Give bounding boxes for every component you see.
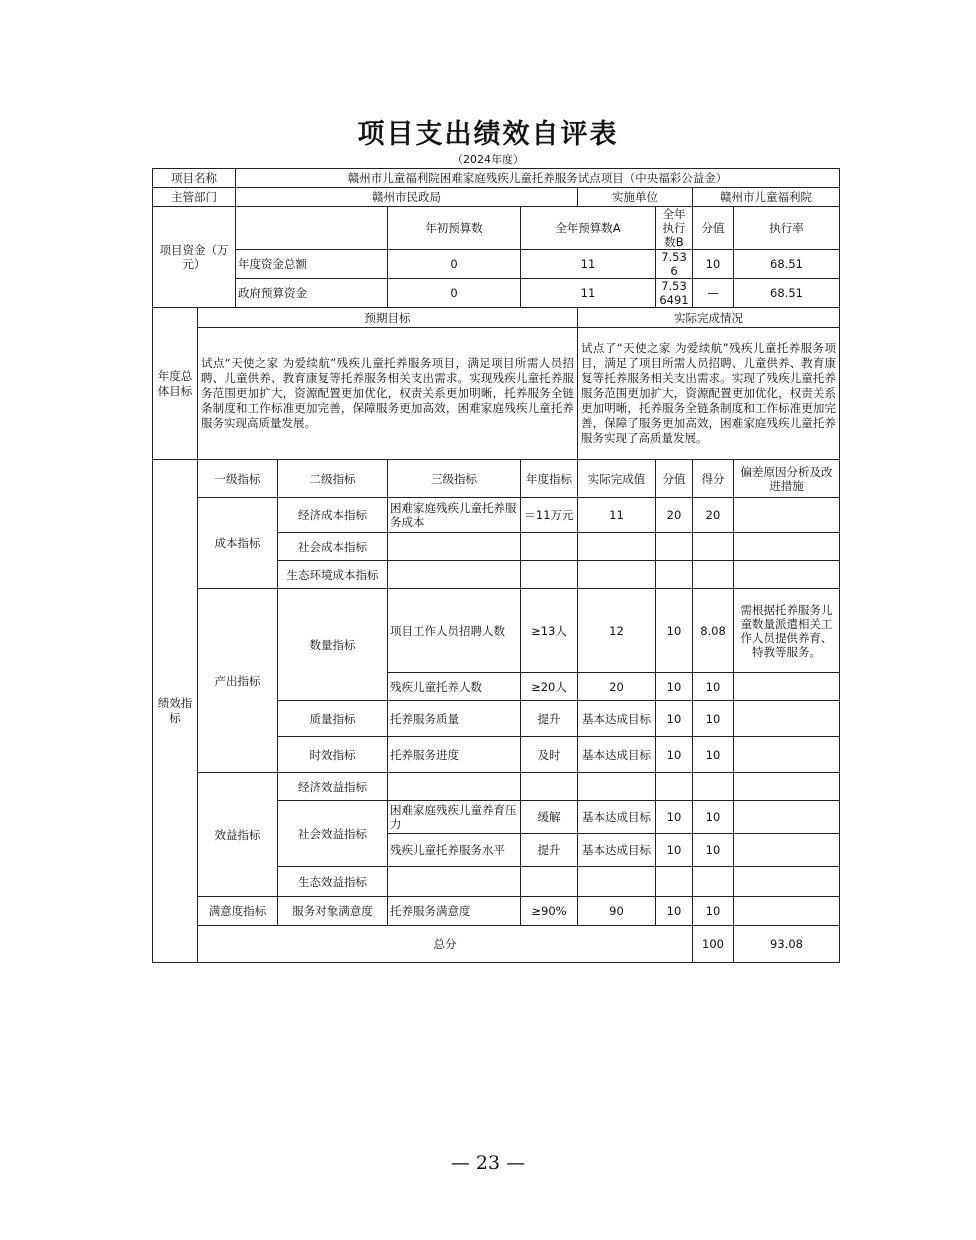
output-qual-l2: 质量指标 — [278, 701, 388, 737]
satisfaction-l2: 服务对象满意度 — [278, 897, 388, 926]
dept-label: 主管部门 — [153, 188, 236, 207]
satisfaction-actual: 90 — [578, 897, 656, 926]
funds-executed: 7.536 — [656, 250, 693, 279]
funds-initial: 0 — [388, 279, 521, 308]
total-value: 100 — [693, 926, 734, 963]
benefit-s1-target: 缓解 — [521, 801, 578, 834]
satisfaction-score: 10 — [693, 897, 734, 926]
output-level1: 产出指标 — [198, 589, 278, 773]
funds-annual: 11 — [521, 279, 656, 308]
expected-goal-text: 试点“天使之家 为爱续航”残疾儿童托养服务项目，满足项目所需人员招聘、儿童供养、教育康复等托养服务相关支出需求。实现残疾儿童托养服务范围更加扩大，资源配置更加优化，权责关系更加明晰，托养服务全链条制度和工作标准更加完善，保障服务更加高效，困难家庭残疾儿童托养服务实现高质量发展。 — [198, 328, 578, 460]
funds-header: 年初预算数 — [388, 207, 521, 250]
output-time-target: 及时 — [521, 737, 578, 773]
funds-label: 项目资金（万元） — [153, 207, 236, 308]
indicator-header: 一级指标 — [198, 460, 278, 498]
benefit-s2-target: 提升 — [521, 834, 578, 867]
output-qty2-target: ≥20人 — [521, 673, 578, 701]
cost-econ-l3: 困难家庭残疾儿童托养服务成本 — [388, 498, 521, 533]
output-qty2-value: 10 — [656, 673, 693, 701]
indicator-header: 年度指标 — [521, 460, 578, 498]
impl-value: 赣州市儿童福利院 — [693, 188, 840, 207]
indicator-header: 得分 — [693, 460, 734, 498]
project-name-label: 项目名称 — [153, 169, 236, 188]
cost-econ-score: 20 — [693, 498, 734, 533]
output-qty1-target: ≥13人 — [521, 589, 578, 673]
satisfaction-value: 10 — [656, 897, 693, 926]
satisfaction-level1: 满意度指标 — [198, 897, 278, 926]
benefit-eco-l2: 生态效益指标 — [278, 867, 388, 897]
cost-eco-l2: 生态环境成本指标 — [278, 561, 388, 589]
indicators-label: 绩效指标 — [153, 460, 198, 963]
funds-row-label: 政府预算资金 — [236, 279, 388, 308]
total-score: 93.08 — [734, 926, 840, 963]
cost-econ-target: ＝11万元 — [521, 498, 578, 533]
output-time-l2: 时效指标 — [278, 737, 388, 773]
benefit-s2-actual: 基本达成目标 — [578, 834, 656, 867]
output-time-actual: 基本达成目标 — [578, 737, 656, 773]
actual-header: 实际完成情况 — [578, 308, 840, 328]
indicator-header: 三级指标 — [388, 460, 521, 498]
goals-label: 年度总体目标 — [153, 308, 198, 460]
funds-annual: 11 — [521, 250, 656, 279]
indicator-header: 偏差原因分析及改进措施 — [734, 460, 840, 498]
funds-header: 全年执行数B — [656, 207, 693, 250]
cost-econ-actual: 11 — [578, 498, 656, 533]
benefit-level1: 效益指标 — [198, 773, 278, 897]
output-qty-l2: 数量指标 — [278, 589, 388, 701]
year-label: （2024年度） — [452, 153, 524, 166]
funds-header: 全年预算数A — [521, 207, 656, 250]
output-qty2-l3: 残疾儿童托养人数 — [388, 673, 521, 701]
impl-label: 实施单位 — [578, 188, 693, 207]
output-qty2-score: 10 — [693, 673, 734, 701]
funds-blank-header — [236, 207, 388, 250]
funds-executed: 7.536491 — [656, 279, 693, 308]
output-qty1-score: 8.08 — [693, 589, 734, 673]
benefit-s1-actual: 基本达成目标 — [578, 801, 656, 834]
benefit-s2-l3: 残疾儿童托养服务水平 — [388, 834, 521, 867]
dept-value: 赣州市民政局 — [236, 188, 578, 207]
satisfaction-target: ≥90% — [521, 897, 578, 926]
output-qual-actual: 基本达成目标 — [578, 701, 656, 737]
output-qual-score: 10 — [693, 701, 734, 737]
funds-rate: 68.51 — [734, 250, 840, 279]
output-qual-value: 10 — [656, 701, 693, 737]
funds-header: 执行率 — [734, 207, 840, 250]
output-time-l3: 托养服务进度 — [388, 737, 521, 773]
output-time-score: 10 — [693, 737, 734, 773]
funds-row-label: 年度资金总额 — [236, 250, 388, 279]
benefit-s1-value: 10 — [656, 801, 693, 834]
funds-rate: 68.51 — [734, 279, 840, 308]
satisfaction-l3: 托养服务满意度 — [388, 897, 521, 926]
funds-score-value: — — [693, 279, 734, 308]
benefit-s1-l3: 困难家庭残疾儿童养育压力 — [388, 801, 521, 834]
cost-econ-value: 20 — [656, 498, 693, 533]
actual-goal-text: 试点了“天使之家 为爱续航”残疾儿童托养服务项目，满足了项目所需人员招聘、儿童供养、教育康复等托养服务相关支出需求。实现了残疾儿童托养服务范围更加扩大，资源配置更加优化，权责关系更加明晰，托养服务全链条制度和工作标准更加完善，保障了服务更加高效，困难家庭残疾儿童托养服务实现了高质量发展。 — [578, 328, 840, 460]
indicator-header: 二级指标 — [278, 460, 388, 498]
output-qty1-l3: 项目工作人员招聘人数 — [388, 589, 521, 673]
indicator-header: 分值 — [656, 460, 693, 498]
benefit-s1-score: 10 — [693, 801, 734, 834]
cost-econ-note — [734, 498, 840, 533]
cost-level1: 成本指标 — [198, 498, 278, 589]
total-label: 总分 — [198, 926, 693, 963]
indicator-header: 实际完成值 — [578, 460, 656, 498]
funds-initial: 0 — [388, 250, 521, 279]
page-number: — 23 — — [450, 1152, 526, 1174]
cost-social-l2: 社会成本指标 — [278, 533, 388, 561]
funds-header: 分值 — [693, 207, 734, 250]
output-qty1-value: 10 — [656, 589, 693, 673]
benefit-econ-l2: 经济效益指标 — [278, 773, 388, 801]
funds-score-value: 10 — [693, 250, 734, 279]
project-name-value: 赣州市儿童福利院困难家庭残疾儿童托养服务试点项目（中央福彩公益金） — [236, 169, 840, 188]
output-time-value: 10 — [656, 737, 693, 773]
benefit-s2-value: 10 — [656, 834, 693, 867]
self-evaluation-table — [152, 168, 840, 963]
output-qual-target: 提升 — [521, 701, 578, 737]
benefit-social-l2: 社会效益指标 — [278, 801, 388, 867]
expected-header: 预期目标 — [198, 308, 578, 328]
output-qty1-note: 需根据托养服务儿童数量派遣相关工作人员提供养育、特教等服务。 — [734, 589, 840, 673]
output-qual-l3: 托养服务质量 — [388, 701, 521, 737]
output-qty2-actual: 20 — [578, 673, 656, 701]
output-qty1-actual: 12 — [578, 589, 656, 673]
page-title: 项目支出绩效自评表 — [357, 119, 619, 150]
cost-econ-l2: 经济成本指标 — [278, 498, 388, 533]
benefit-s2-score: 10 — [693, 834, 734, 867]
